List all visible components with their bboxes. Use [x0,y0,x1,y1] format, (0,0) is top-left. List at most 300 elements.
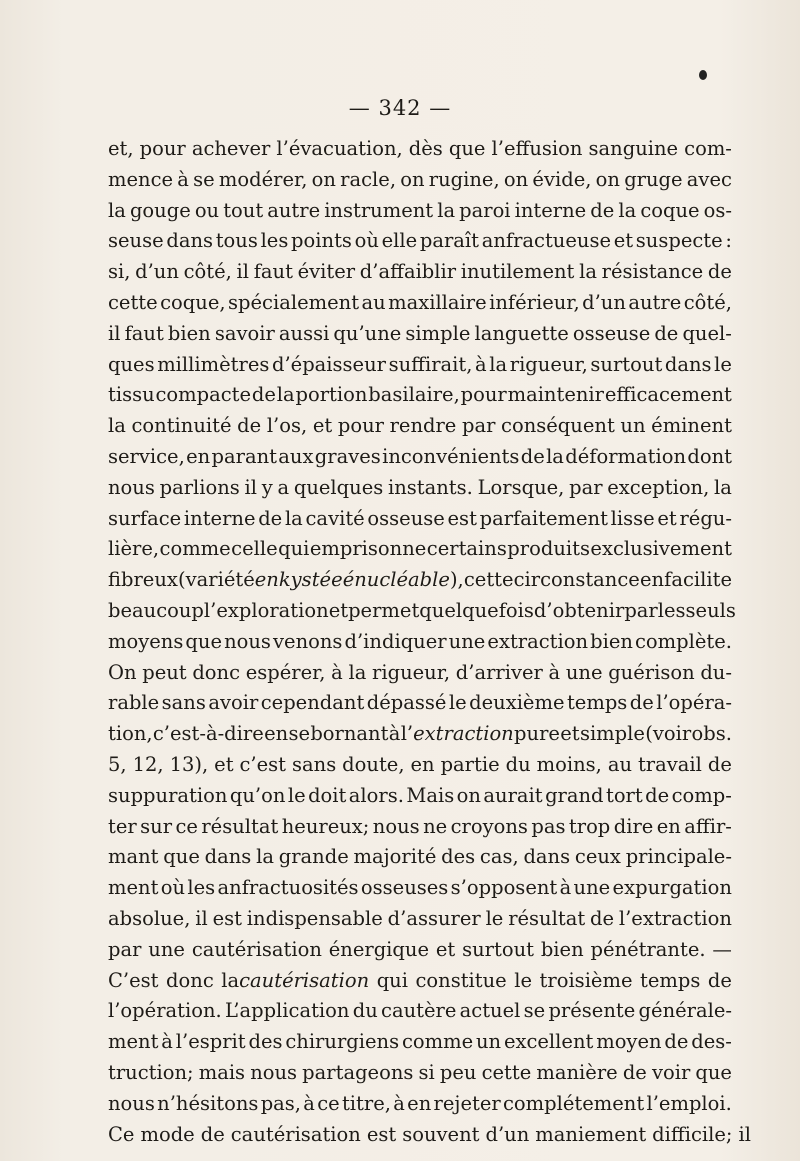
word: résultat [201,814,279,838]
word: exclusivement [590,537,732,561]
word: cautérisation [230,1122,361,1146]
word: on [595,167,620,191]
word: présente [548,999,636,1023]
text-line [108,719,732,750]
word: en [186,444,211,468]
word: simple [405,321,471,345]
word: facilite [664,568,732,592]
word: comme [401,1030,474,1054]
word: truction; [108,1060,194,1084]
word: dès [408,137,443,160]
word: et [214,752,234,776]
word: et [312,414,333,438]
word: déformation [565,444,687,468]
word: grand [545,783,604,807]
body-text [108,134,751,1150]
word: principale- [625,845,732,869]
word: d’obtenir [533,598,625,622]
word: une [448,629,486,653]
word: et [560,722,580,746]
word: une [565,660,603,684]
word: générale- [638,999,732,1023]
word: se [523,999,546,1023]
word: complète. [634,629,732,653]
word: quelques [293,475,384,499]
word: de [707,260,732,284]
word: cautère [381,999,457,1023]
word: mant [108,845,159,869]
word: la [618,198,637,222]
word: la [284,506,303,530]
word: — [712,937,732,961]
word: produits [507,537,590,561]
word: si, [108,260,131,284]
word: ment [108,876,159,900]
word: l’opération. [108,999,222,1023]
word: la [108,414,126,438]
word: et [328,598,349,622]
word: l’os, [266,414,308,438]
word: avec [686,167,732,191]
text-line [108,1027,732,1058]
word: l’opéra- [656,691,732,715]
word: résultat [508,906,586,930]
word: osseuse [367,506,445,530]
word: par [569,475,603,499]
word: complétement [502,1091,645,1115]
word: l’emploi. [646,1091,732,1115]
word: osseuses [360,876,449,900]
word: grande [278,845,349,869]
word: heureux; [281,814,370,838]
word: temps [640,968,701,992]
word: rejeter [433,1091,501,1115]
text-line [108,165,732,196]
word: partie [440,752,500,776]
text-line [108,627,732,658]
word: de [200,1122,225,1146]
word: et [657,506,677,530]
text-line [108,781,732,812]
word: moyen [596,1030,662,1054]
word: l’extraction [400,722,514,746]
word: à [177,167,189,191]
word: de [645,783,670,807]
word: qu’une [333,321,402,345]
word: suffirait, [388,352,473,376]
word: aussi [278,321,330,345]
word: rable [108,691,160,715]
word: tous [215,229,258,253]
text-line [108,935,732,966]
word: gouge [129,198,191,222]
word: l’évacuation, [276,137,403,160]
word: pure [514,722,560,746]
word: que [448,137,486,160]
word: C’est [108,968,159,992]
word: points [291,229,352,253]
word: travail [637,752,702,776]
text-line [108,226,732,257]
word: avoir [208,691,259,715]
word: interne [514,198,587,222]
word: l’extraction [618,906,732,930]
text-line [108,319,732,350]
word: maniement [535,1122,647,1146]
word: efficacement [604,383,732,407]
word: de [590,906,615,930]
word: cette [481,1060,532,1084]
word: sans [161,691,206,715]
word: partageons [302,1060,414,1084]
word: instrument [324,198,434,222]
word: tion, [108,722,153,746]
word: quel- [682,321,732,345]
word: l’exploration [203,598,329,622]
text-line [108,534,732,565]
word: sanguine [588,137,679,160]
word: On [108,660,137,684]
word: difficile; [652,1122,733,1146]
word: par [108,937,142,961]
text-line [108,504,732,535]
word: tout [223,198,264,222]
word: en [410,752,435,776]
word: coque, [160,290,226,314]
word: cependant [260,691,365,715]
word: à [475,352,487,376]
word: à [331,660,343,684]
word: graves [314,444,381,468]
word: (voir [645,722,692,746]
word: celle [231,537,278,561]
text-line [108,812,732,843]
word: la [437,198,456,222]
word: seuls [685,598,736,622]
word: : [725,229,732,253]
word: dépassé [366,691,447,715]
word: et, [108,137,134,160]
word: s’opposent [450,876,558,900]
word: inutilement [460,260,575,284]
word: pénétrante. [590,937,706,961]
word: la [348,660,367,684]
word: à [303,1091,315,1115]
word: nous [224,629,271,653]
word: aux [278,444,314,468]
word: qui [376,968,408,992]
word: au [361,290,386,314]
word: ques [108,352,155,376]
word: parant [211,444,277,468]
word: la [276,383,295,407]
word: (variétéenkystée [178,568,343,592]
text-line [108,842,732,873]
word: on [503,167,529,191]
text-line [108,873,732,904]
word: côté, [683,290,732,314]
text-line [108,1089,732,1120]
word: anfractueuse [481,229,611,253]
word: le [514,968,533,992]
word: côté, [183,260,232,284]
text-line [108,966,732,997]
word: absolue, [108,906,191,930]
word: extraction [487,629,589,653]
word: le [287,783,306,807]
word: espérer, [245,660,326,684]
word: l’esprit [175,1030,246,1054]
word: lisse [610,506,655,530]
text-line [108,350,732,381]
word: ce [175,814,198,838]
word: énergique [328,937,429,961]
word: peut [142,660,187,684]
word: du- [700,660,732,684]
word: qui [278,537,310,561]
word: basilaire, [368,383,460,407]
word: surface [108,506,182,530]
word: Ce [108,1122,135,1146]
word: beaucoup [108,598,204,622]
word: d’assurer [387,906,481,930]
word: obs. [691,722,732,746]
word: maxillaire [388,290,487,314]
word: il [195,906,208,930]
word: que [185,629,223,653]
word: millimètres [157,352,270,376]
word: d’un [582,290,626,314]
word: et [613,229,634,253]
word: pas [531,814,566,838]
word: parfaitement [479,506,608,530]
word: de [520,444,545,468]
word: des [248,1030,283,1054]
word: constitue [415,968,507,992]
text-line [108,658,732,689]
word: résistance [601,260,704,284]
word: qu’on [229,783,286,807]
word: exception, [607,475,710,499]
word: pour [337,414,384,438]
word: permet [348,598,420,622]
word: doit [308,783,347,807]
word: on [311,167,336,191]
word: actuel [459,999,521,1023]
word: anfractuosités [217,876,359,900]
word: à [559,876,572,900]
word: portion [295,383,368,407]
text-line [108,380,732,411]
word: savoir [214,321,275,345]
word: temps [566,691,628,715]
word: suppuration [108,783,228,807]
word: trop [568,814,611,838]
word: à [548,660,561,684]
word: d’un [485,1122,530,1146]
text-line [108,596,736,627]
word: croyons [450,814,528,838]
word: le [714,352,732,376]
word: racle, [340,167,397,191]
word: se [288,722,311,746]
word: d’arriver [455,660,543,684]
word: d’épaisseur [271,352,386,376]
word: simple [579,722,645,746]
word: continuité [131,414,232,438]
text-line [108,196,732,227]
word: inconvénients [382,444,520,468]
word: comme [159,537,231,561]
word: peu [439,1060,477,1084]
word: la [546,444,564,468]
word: excellent [503,1030,594,1054]
word: si [418,1060,435,1084]
word: lacautérisation [221,968,370,992]
word: moyens [108,629,184,653]
word: lière, [108,537,160,561]
word: rigueur, [509,352,588,376]
word: la [108,198,126,222]
word: moins, [536,752,602,776]
word: évide, [532,167,592,191]
word: bien [590,629,633,653]
word: tissu [108,383,155,407]
word: en [639,568,665,592]
word: cette [108,290,158,314]
word: un [620,414,646,438]
word: Mais [406,783,455,807]
word: achever [191,137,271,160]
word: modérer, [218,167,308,191]
word: où [160,876,186,900]
word: rigueur, [372,660,451,684]
word: os- [703,198,732,222]
word: fibreux [108,568,178,592]
word: troisième [539,968,633,992]
ink-spot [699,70,707,80]
word: c’est-à-dire [152,722,264,746]
word: cette [463,568,514,592]
word: de [251,383,276,407]
word: sur [140,814,173,838]
text-line [108,257,732,288]
word: pour [460,383,507,407]
word: du [352,999,378,1023]
word: bien [167,321,211,345]
word: gruge [624,167,683,191]
word: affir- [684,814,732,838]
word: dans [523,845,571,869]
word: en [407,1091,432,1115]
word: cas, [479,845,519,869]
word: comp- [671,783,732,807]
word: autre [267,198,321,222]
word: de [654,321,679,345]
word: certains [426,537,507,561]
word: éminent [651,414,732,438]
word: y [261,475,273,499]
word: chirurgiens [285,1030,400,1054]
word: les [657,598,686,622]
word: de [237,414,262,438]
word: paraît [419,229,479,253]
word: pour [139,137,186,160]
word: à [393,1091,405,1115]
text-line [108,288,732,319]
word: de [258,506,283,530]
text-line [108,1058,732,1089]
word: n’hésitons [157,1091,259,1115]
word: le [485,906,504,930]
word: compacte [155,383,252,407]
word: régu- [679,506,732,530]
word: instants. [387,475,473,499]
word: doute, [342,752,405,776]
word: a [277,475,290,499]
word: l’effusion [491,137,583,160]
word: ce [317,1091,340,1115]
text-line [108,411,732,442]
word: la [714,475,732,499]
word: 12, [132,752,164,776]
word: L’application [224,999,350,1023]
word: 13), [169,752,209,776]
word: alors. [348,783,404,807]
word: de [707,752,732,776]
word: languette [474,321,569,345]
word: autre [628,290,682,314]
word: maintenir [507,383,604,407]
word: par [624,598,658,622]
word: titre, [341,1091,391,1115]
word: ment [108,1030,159,1054]
word: mence [108,167,174,191]
word: parlions [159,475,240,499]
word: interne [183,506,256,530]
word: d’affaiblir [359,260,457,284]
word: le [448,691,467,715]
text-line [108,134,732,165]
word: coque [640,198,700,222]
word: surtout [462,937,534,961]
word: des [441,845,476,869]
word: du [505,752,531,776]
word: de [590,198,615,222]
word: 5, [108,752,127,776]
word: donc [166,968,214,992]
word: que [695,1060,732,1084]
word: Lorsque, [477,475,565,499]
text-line [108,688,732,719]
word: bornant [310,722,389,746]
word: cautérisation [191,937,322,961]
word: à [388,722,401,746]
text-line [108,442,732,473]
word: quelquefois [419,598,534,622]
word: rendre [389,414,457,438]
word: com- [684,137,732,160]
word: osseuse [572,321,651,345]
word: donc [192,660,241,684]
word: paroi [459,198,511,222]
word: énucléable), [342,568,464,592]
word: elle [381,229,418,253]
word: d’indiquer [344,629,447,653]
word: la [579,260,597,284]
word: aurait [483,783,543,807]
word: à [161,1030,173,1054]
